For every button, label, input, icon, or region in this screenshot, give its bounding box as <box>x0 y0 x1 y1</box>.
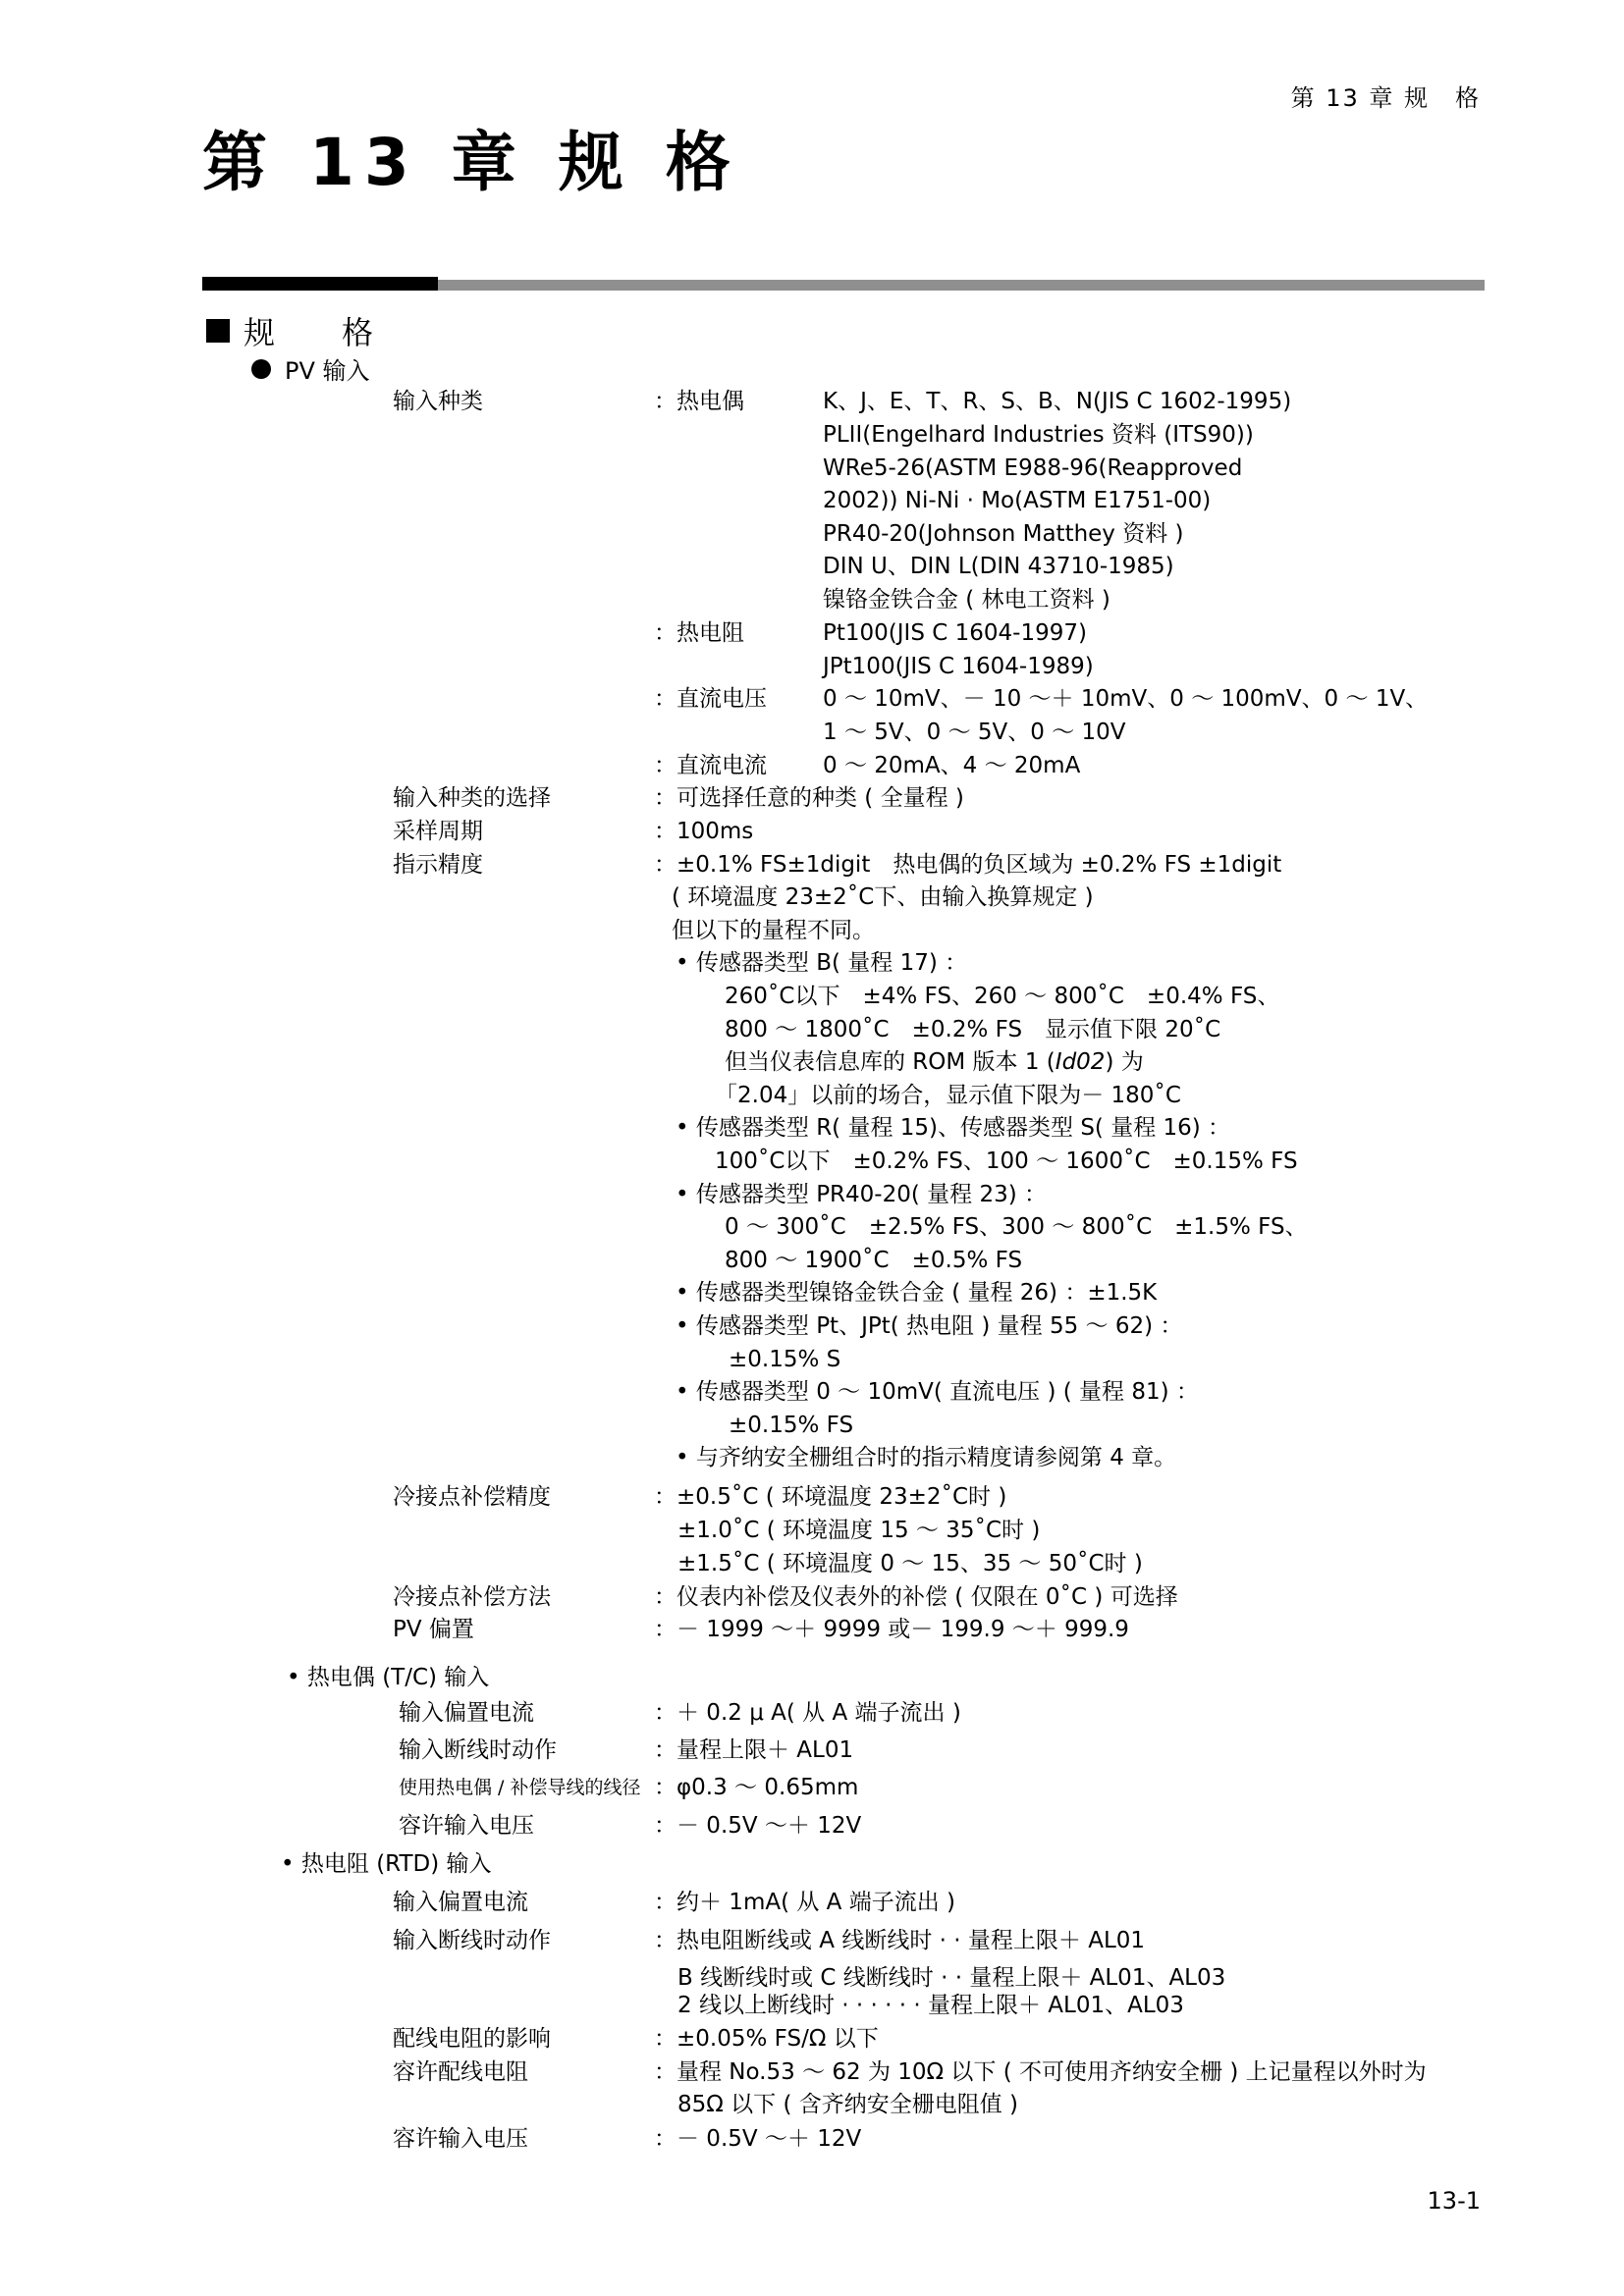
cjc-accuracy-line: ±1.5˚C ( 环境温度 0 ～ 15、35 ～ 50˚C时 ) <box>677 1551 1143 1576</box>
dcv-range-line: 1 ～ 5V、0 ～ 5V、0 ～ 10V <box>823 720 1126 745</box>
page-number: 13-1 <box>1427 2187 1481 2215</box>
dci-range-line: 0 ～ 20mA、4 ～ 20mA <box>823 753 1081 778</box>
spec-label-rtd-burnout: 输入断线时动作 <box>393 1928 551 1953</box>
accuracy-detail: ±0.15% FS <box>729 1413 854 1438</box>
tc-type-line: PLII(Engelhard Industries 资料 (ITS90)) <box>823 422 1254 448</box>
tc-type-line: WRe5-26(ASTM E988-96(Reapproved <box>823 455 1243 481</box>
cjc-accuracy-line: ：±0.5˚C ( 环境温度 23±2˚C时 ) <box>654 1484 1007 1510</box>
spec-label-rtd-voltage: 容许输入电压 <box>393 2126 528 2152</box>
rtd-burnout-line: 2 线以上断线时 · · · · · · 量程上限＋ AL01、AL03 <box>677 1993 1184 2018</box>
spec-label-cjc-method: 冷接点补偿方法 <box>393 1584 551 1610</box>
accuracy-detail <box>725 1047 1144 1077</box>
spec-label-rtd-bias: 输入偏置电流 <box>393 1890 528 1915</box>
spec-sublabel-dci: ：直流电流 <box>654 753 767 778</box>
accuracy-detail: ±0.15% S <box>729 1347 841 1372</box>
title-rule-dark <box>202 277 438 291</box>
accuracy-detail: 100˚C以下 ±0.2% FS、100 ～ 1600˚C ±0.15% FS <box>715 1148 1298 1174</box>
accuracy-bullet: • 传感器类型 B( 量程 17) ： <box>676 950 968 976</box>
tc-type-line: K、J、E、T、R、S、B、N(JIS C 1602-1995) <box>823 389 1292 414</box>
spec-value-rtd-bias: ：约＋ 1mA( 从 A 端子流出 ) <box>654 1890 956 1915</box>
circle-bullet-icon <box>251 359 271 379</box>
section-title: 规 格 <box>244 314 392 351</box>
pv-input-title: PV 输入 <box>285 357 370 385</box>
accuracy-detail: 260˚C以下 ±4% FS、260 ～ 800˚C ±0.4% FS、 <box>725 984 1280 1009</box>
tc-input-heading: • 热电偶 (T/C) 输入 <box>287 1665 490 1690</box>
spec-sublabel-dcv: ：直流电压 <box>654 686 767 712</box>
accuracy-detail: 800 ～ 1900˚C ±0.5% FS <box>725 1248 1023 1273</box>
rtd-type-line: Pt100(JIS C 1604-1997) <box>823 620 1087 646</box>
spec-value-tc-burnout: ：量程上限＋ AL01 <box>654 1737 854 1763</box>
spec-label-tc-burnout: 输入断线时动作 <box>399 1737 557 1763</box>
accuracy-line: ( 环境温度 23±2˚C下、由输入换算规定 ) <box>672 884 1094 910</box>
accuracy-detail: 「2.04」以前的场合，显示值下限为－ 180˚C <box>715 1083 1181 1108</box>
cjc-accuracy-line: ±1.0˚C ( 环境温度 15 ～ 35˚C时 ) <box>677 1518 1041 1543</box>
spec-label-selection: 输入种类的选择 <box>393 785 551 811</box>
accuracy-bullet: • 传感器类型 Pt、JPt( 热电阻 ) 量程 55 ～ 62) ： <box>676 1313 1183 1339</box>
accuracy-bullet: • 与齐纳安全栅组合时的指示精度请参阅第 4 章。 <box>676 1445 1177 1470</box>
rtd-burnout-line: B 线断线时或 C 线断线时 · · 量程上限＋ AL01、AL03 <box>677 1965 1226 1991</box>
rtd-input-heading: • 热电阻 (RTD) 输入 <box>281 1851 492 1877</box>
spec-sublabel-tc: ：热电偶 <box>654 389 744 414</box>
spec-value-cjc-method: ：仪表内补偿及仪表外的补偿 ( 仅限在 0˚C ) 可选择 <box>654 1584 1178 1610</box>
spec-label-input-type: 输入种类 <box>393 389 483 414</box>
spec-sublabel-rtd: ：热电阻 <box>654 620 744 646</box>
wiring-allow-line: 85Ω 以下 ( 含齐纳安全栅电阻值 ) <box>677 2092 1019 2117</box>
spec-label-tc-bias: 输入偏置电流 <box>399 1700 534 1726</box>
spec-label-pv-bias: PV 偏置 <box>393 1617 474 1642</box>
rtd-type-line: JPt100(JIS C 1604-1989) <box>823 654 1094 679</box>
spec-label-accuracy: 指示精度 <box>393 852 483 878</box>
spec-value-tc-wire: ：φ0.3 ～ 0.65mm <box>654 1775 859 1800</box>
rtd-burnout-line: ：热电阻断线或 A 线断线时 · · 量程上限＋ AL01 <box>654 1928 1146 1953</box>
wiring-allow-line: ：量程 No.53 ～ 62 为 10Ω 以下 ( 不可使用齐纳安全栅 ) 上记量程以外时为 <box>654 2059 1427 2085</box>
spec-value-pv-bias: ：－ 1999 ～＋ 9999 或－ 199.9 ～＋ 999.9 <box>654 1617 1129 1642</box>
accuracy-detail-text: 但当仪表信息库的 ROM 版本 1 ( <box>725 1049 1056 1075</box>
tc-type-line: 镍铬金铁合金 ( 林电工资料 ) <box>823 587 1110 613</box>
square-bullet-icon <box>206 319 230 343</box>
accuracy-detail: 800 ～ 1800˚C ±0.2% FS 显示值下限 20˚C <box>725 1017 1221 1042</box>
spec-value-selection: ：可选择任意的种类 ( 全量程 ) <box>654 785 964 811</box>
spec-label-cjc-accuracy: 冷接点补偿精度 <box>393 1484 551 1510</box>
accuracy-line: 但以下的量程不同。 <box>672 918 875 943</box>
spec-label-tc-voltage: 容许输入电压 <box>399 1813 534 1839</box>
running-header: 第 13 章 规 格 <box>1290 84 1481 112</box>
spec-label-sampling: 采样周期 <box>393 819 483 844</box>
accuracy-bullet: • 传感器类型 R( 量程 15)、传感器类型 S( 量程 16) ： <box>676 1115 1231 1141</box>
rom-version-code: Id02 <box>1055 1049 1106 1075</box>
spec-value-wiring-effect: ：±0.05% FS/Ω 以下 <box>654 2026 879 2052</box>
spec-value-tc-bias: ：＋ 0.2 μ A( 从 A 端子流出 ) <box>654 1700 961 1726</box>
tc-type-line: DIN U、DIN L(DIN 43710-1985) <box>823 554 1174 579</box>
tc-type-line: PR40-20(Johnson Matthey 资料 ) <box>823 521 1184 547</box>
accuracy-detail-text: ) 为 <box>1105 1049 1144 1075</box>
accuracy-bullet: • 传感器类型 PR40-20( 量程 23) ： <box>676 1182 1048 1207</box>
spec-label-wiring-allow: 容许配线电阻 <box>393 2059 528 2085</box>
spec-value-sampling: ：100ms <box>654 819 754 844</box>
spec-value-rtd-voltage: ：－ 0.5V ～＋ 12V <box>654 2126 862 2152</box>
pv-input-heading <box>251 351 370 386</box>
accuracy-detail: 0 ～ 300˚C ±2.5% FS、300 ～ 800˚C ±1.5% FS、 <box>725 1214 1308 1240</box>
dcv-range-line: 0 ～ 10mV、－ 10 ～＋ 10mV、0 ～ 100mV、0 ～ 1V、 <box>823 686 1429 712</box>
spec-value-tc-voltage: ：－ 0.5V ～＋ 12V <box>654 1813 862 1839</box>
spec-label-tc-wire: 使用热电偶 / 补偿导线的线径 <box>399 1777 641 1798</box>
title-rule-grey <box>438 280 1485 291</box>
accuracy-line: ：±0.1% FS±1digit 热电偶的负区域为 ±0.2% FS ±1digit <box>654 852 1282 878</box>
accuracy-bullet: • 传感器类型 0 ～ 10mV( 直流电压 ) ( 量程 81) ： <box>676 1379 1199 1405</box>
accuracy-bullet: • 传感器类型镍铬金铁合金 ( 量程 26) ：±1.5K <box>676 1280 1158 1306</box>
section-heading <box>206 308 391 353</box>
chapter-title: 第 13 章 规 格 <box>202 125 740 200</box>
tc-type-line: 2002)) Ni-Ni · Mo(ASTM E1751-00) <box>823 488 1212 513</box>
spec-label-wiring-effect: 配线电阻的影响 <box>393 2026 551 2052</box>
